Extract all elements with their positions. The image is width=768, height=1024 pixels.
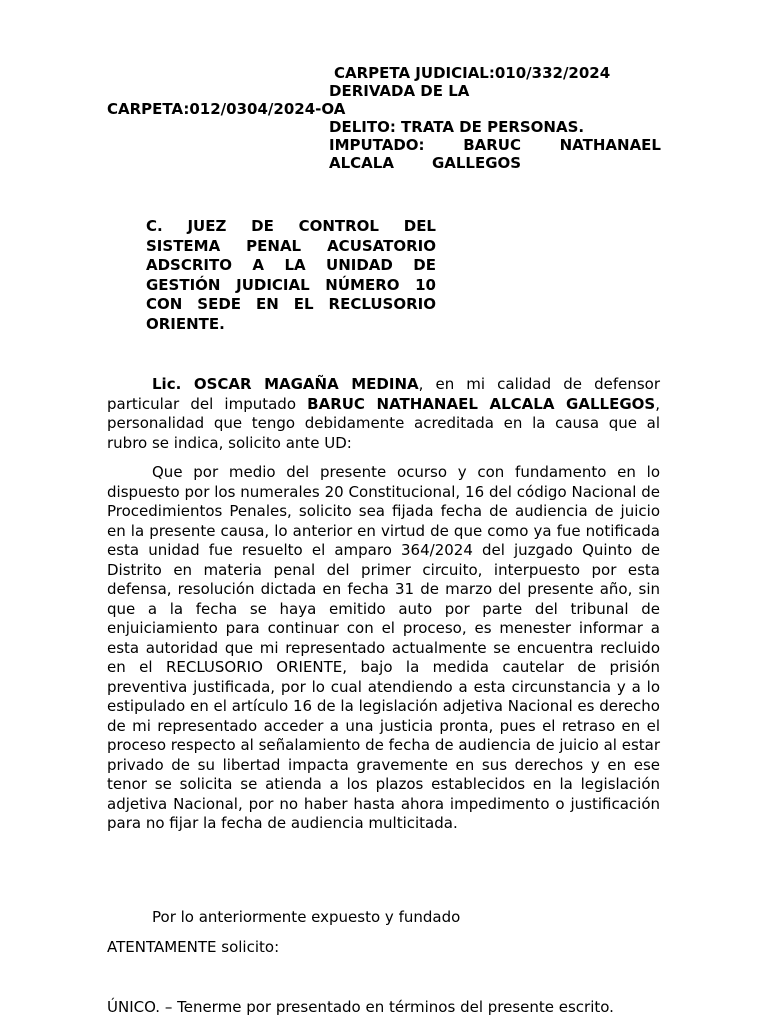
imputado-name-4: GALLEGOS <box>431 154 522 172</box>
unico-line: ÚNICO. – Tenerme por presentado en términos del presente escrito. <box>107 998 614 1016</box>
client-name: BARUC NATHANAEL ALCALA GALLEGOS <box>307 394 656 413</box>
intro-text-2: , personalidad que tengo debidamente acreditada en la causa que al rubro se indica, solicito ante UD: <box>107 394 660 452</box>
body-paragraph: Que por medio del presente ocurso y con fundamento en lo dispuesto por los numerales 20 Constitucional, 16 del código Nacional de Procedimientos Penales, solicito sea fijada fecha de audiencia de juicio en la presente causa, lo anterior en virtud de que como ya fue notificada esta unidad fue resuelto el amparo 364/2024 del juzgado Quinto de Distrito en materia penal del primer circuito, interpuesto por esta defensa, resolución dictada en fecha 31 de marzo del presente año, sin que a la fecha se haya emitido auto por parte del tribunal de enjuiciamiento para continuar con el proceso, es menester informar a esta autoridad que mi representado actualmente se encuentra recluido en el RECLUSORIO ORIENTE, bajo la medida cautelar de prisión preventiva justificada, por lo cual atendiendo a esta circunstancia y a lo estipulado en el artículo 16 de la legislación adjetiva Nacional es derecho de mi representado acceder a una justicia pronta, pues el retraso en el proceso respecto al señalamiento de fecha de audiencia de juicio al estar privado de su libertad impacta gravemente en sus derechos y en ese tenor se solicita se atienda a los plazos establecidos en la legislación adjetiva Nacional, por no haber hasta ahora impedimento o justificación para no fijar la fecha de audiencia multicitada. <box>107 463 660 832</box>
imputado-name-2: NATHANAEL <box>559 136 661 154</box>
derivada-label: DERIVADA DE LA <box>329 82 470 100</box>
lawyer-name: Lic. OSCAR MAGAÑA MEDINA <box>152 375 419 393</box>
imputado-name-3: ALCALA <box>329 154 394 172</box>
imputado-line-2 <box>329 154 521 172</box>
imputado-label: IMPUTADO: <box>329 136 425 154</box>
atentamente-line: ATENTAMENTE solicito: <box>107 938 280 956</box>
carpeta-judicial: CARPETA JUDICIAL:010/332/2024 <box>334 64 611 82</box>
intro-text-1: , en mi calidad de defensor particular del imputado <box>107 375 660 413</box>
carpeta-number: CARPETA:012/0304/2024-OA <box>107 100 346 118</box>
intro-paragraph <box>107 375 660 453</box>
imputado-line <box>329 136 661 154</box>
expuesto-line: Por lo anteriormente expuesto y fundado <box>152 908 461 926</box>
delito-line: DELITO: TRATA DE PERSONAS. <box>329 118 585 136</box>
imputado-name-1: BARUC <box>463 136 521 154</box>
addressee-block: C. JUEZ DE CONTROL DEL SISTEMA PENAL ACUSATORIO ADSCRITO A LA UNIDAD DE GESTIÓN JUDICIAL NÚMERO 10 CON SEDE EN EL RECLUSORIO ORIENTE. <box>146 217 436 333</box>
